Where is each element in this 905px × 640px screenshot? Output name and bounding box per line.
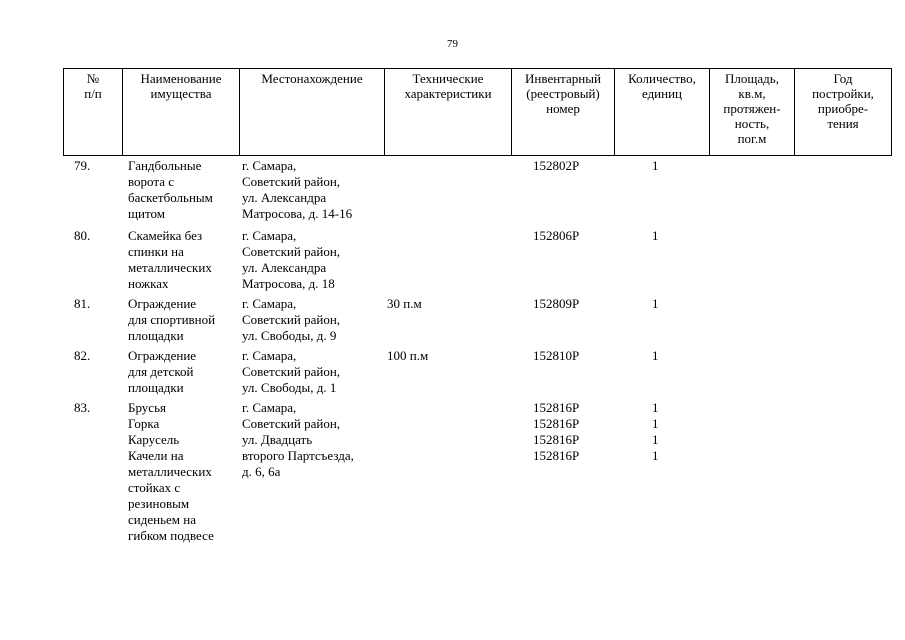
row-inventory-number: 152809Р <box>533 296 580 311</box>
row-inventory-number: 152806Р <box>533 228 580 243</box>
row-quantity: 1 <box>652 348 659 363</box>
row-number: 80. <box>74 228 91 243</box>
row-number: 81. <box>74 296 91 311</box>
header-name: Наименование имущества <box>123 69 240 156</box>
row-location: г. Самара, Советский район, ул. Двадцать второго Партсъезда, д. 6, 6а <box>242 400 354 479</box>
row-name: Ограждение для детской площадки <box>128 348 197 395</box>
row-number: 83. <box>74 400 91 415</box>
row-quantity: 1 <box>652 296 659 311</box>
header-area: Площадь, кв.м, протяжен- ность, пог.м <box>710 69 795 156</box>
row-inventory-number: 152810Р <box>533 348 580 363</box>
header-number: № п/п <box>64 69 123 156</box>
row-location: г. Самара, Советский район, ул. Александра Матросова, д. 14-16 <box>242 158 353 221</box>
row-name: Брусья Горка Карусель Качели на металлических стойках с резиновым сиденьем на гибком подвесе <box>128 400 214 543</box>
row-characteristics: 100 п.м <box>387 348 429 363</box>
row-characteristics: 30 п.м <box>387 296 422 311</box>
row-quantity: 1 1 1 1 <box>652 400 659 463</box>
header-location: Местонахождение <box>240 69 385 156</box>
header-year: Год постройки, приобре- тения <box>795 69 892 156</box>
row-inventory-number: 152816Р 152816Р 152816Р 152816Р <box>533 400 580 463</box>
row-location: г. Самара, Советский район, ул. Александра Матросова, д. 18 <box>242 228 341 291</box>
row-quantity: 1 <box>652 228 659 243</box>
row-number: 79. <box>74 158 91 173</box>
header-inventory-number: Инвентарный (реестровый) номер <box>512 69 615 156</box>
header-characteristics: Технические характеристики <box>385 69 512 156</box>
row-inventory-number: 152802Р <box>533 158 580 173</box>
row-name: Гандбольные ворота с баскетбольным щитом <box>128 158 213 221</box>
row-location: г. Самара, Советский район, ул. Свободы, д. 9 <box>242 296 341 343</box>
row-quantity: 1 <box>652 158 659 173</box>
header-quantity: Количество, единиц <box>615 69 710 156</box>
row-name: Скамейка без спинки на металлических ножках <box>128 228 212 291</box>
page-number: 79 <box>447 38 458 50</box>
row-number: 82. <box>74 348 91 363</box>
row-location: г. Самара, Советский район, ул. Свободы, д. 1 <box>242 348 341 395</box>
table-header <box>63 68 892 156</box>
row-name: Ограждение для спортивной площадки <box>128 296 216 343</box>
